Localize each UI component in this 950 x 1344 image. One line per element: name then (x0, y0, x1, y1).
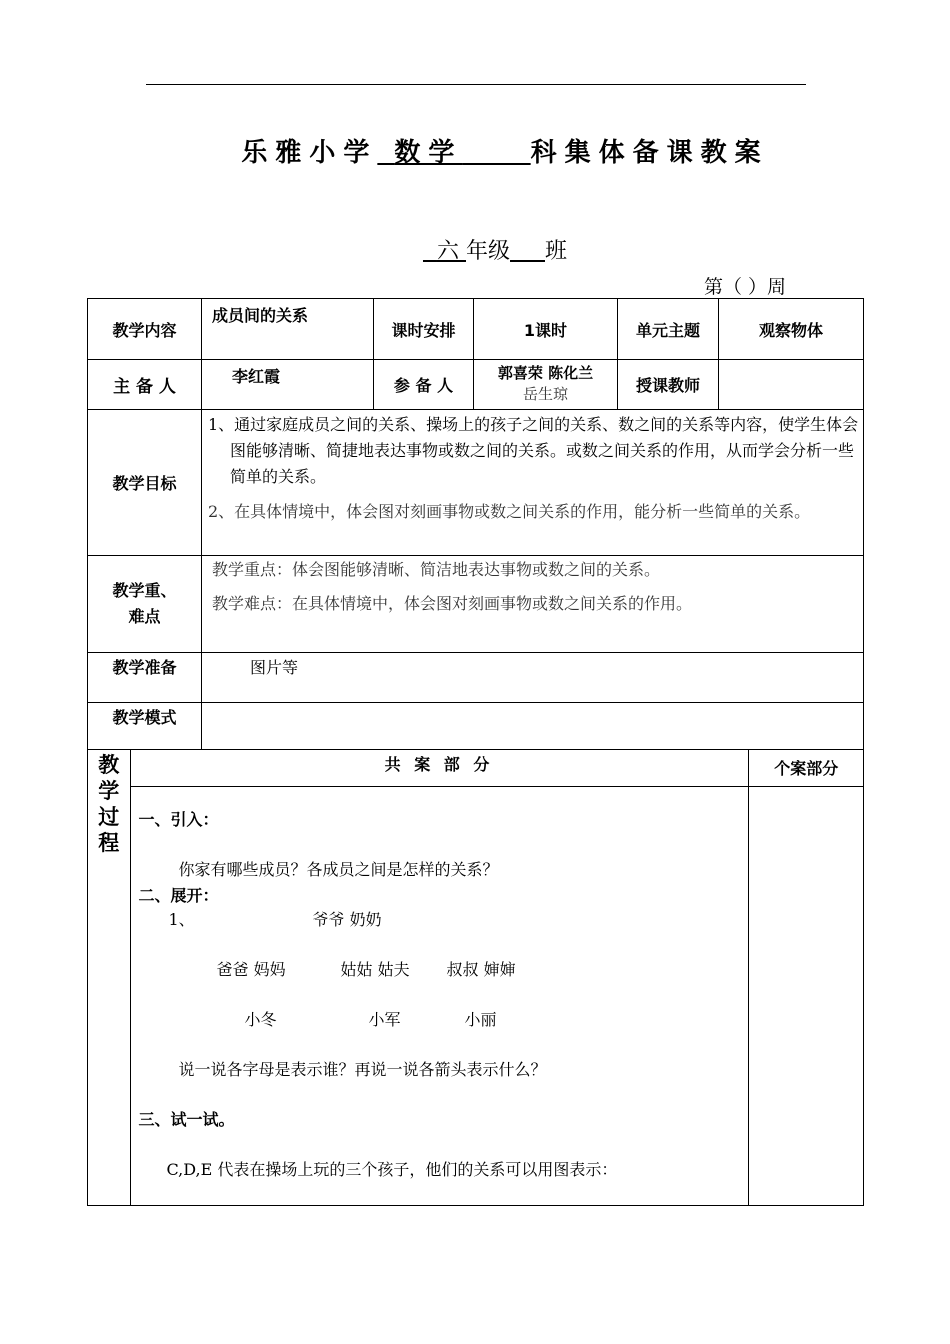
mode-label: 教学模式 (88, 703, 202, 750)
family-uncle-aunt: 叔叔 婶婶 (446, 959, 516, 979)
family-aunt-uncle: 姑姑 姑夫 (340, 959, 410, 979)
process-label-char: 程 (98, 831, 120, 855)
goals-label: 教学目标 (88, 410, 202, 556)
row-content (88, 299, 864, 360)
lesson-plan-table (87, 298, 864, 1206)
schedule-label: 课时安排 (374, 299, 474, 360)
class-field (510, 239, 545, 264)
process-label (88, 750, 130, 1205)
participants-line2: 岳生琼 (522, 385, 568, 403)
try-text: C,D,E 代表在操场上玩的三个孩子，他们的关系可以用图表示： (166, 1159, 618, 1179)
grade-class-line: 六 年级 班 (0, 234, 950, 265)
content-value: 成员间的关系 (202, 299, 374, 360)
grade-field: 六 (436, 239, 459, 264)
lead-label: 主 备 人 (88, 360, 202, 410)
unit-value: 观察物体 (719, 299, 864, 360)
mode-value (202, 703, 864, 750)
expand-title: 二、展开： (138, 885, 219, 905)
item-number: 1、 (168, 909, 195, 929)
row-keypoints (88, 556, 864, 653)
child-xiaodong: 小冬 (244, 1009, 277, 1029)
goals-content (202, 410, 864, 556)
subject-field: 数学 (394, 138, 463, 168)
row-people (88, 360, 864, 410)
difficulty-point: 教学难点：在具体情境中，体会图对刻画事物或数之间关系的作用。 (212, 594, 693, 613)
unit-label: 单元主题 (618, 299, 719, 360)
family-parents: 爸爸 妈妈 (216, 959, 286, 979)
individual-header: 个案部分 (748, 750, 864, 786)
lead-value: 李红霞 (202, 360, 374, 410)
header-rule (146, 84, 806, 85)
keypoints-content (202, 556, 864, 653)
content-label: 教学内容 (88, 299, 202, 360)
keypoints-label-line1: 教学重、 (112, 581, 177, 600)
intro-title: 一、引入： (138, 809, 219, 829)
process-cell (88, 750, 864, 1206)
row-goals (88, 410, 864, 556)
prep-value: 图片等 (202, 653, 864, 703)
child-xiaoli: 小丽 (464, 1009, 497, 1029)
row-process (88, 750, 864, 1206)
keypoints-label-line2: 难点 (128, 607, 161, 626)
intro-question: 你家有哪些成员？各成员之间是怎样的关系？ (178, 859, 499, 879)
week-label: 第（ ）周 (704, 276, 787, 298)
goal-item-1: 1、通过家庭成员之间的关系、操场上的孩子之间的关系、数之间的关系等内容，使学生体会图能够清晰、简捷地表达事物或数之间的关系。或数之间关系的作用，从而学会分析一些简单的关系。 (208, 415, 859, 486)
page-title: 乐雅小学 数学 科集体备课教案 (241, 138, 769, 168)
prep-label: 教学准备 (88, 653, 202, 703)
schedule-value: 1课时 (474, 299, 618, 360)
shared-content (130, 786, 748, 1205)
row-mode (88, 703, 864, 750)
shared-header: 共 案 部 分 (130, 750, 748, 786)
teacher-label: 授课教师 (618, 360, 719, 410)
child-xiaojun: 小军 (368, 1009, 401, 1029)
participants-value (474, 360, 618, 410)
process-label-char: 过 (98, 805, 120, 829)
row-prep (88, 653, 864, 703)
process-label-char: 学 (98, 779, 120, 803)
participants-line1: 郭喜荣 陈化兰 (497, 364, 594, 382)
process-label-char: 教 (98, 753, 120, 777)
family-grandparents: 爷爷 奶奶 (312, 909, 382, 929)
participants-label: 参 备 人 (374, 360, 474, 410)
teacher-value (719, 360, 864, 410)
key-point: 教学重点：体会图能够清晰、简洁地表达事物或数之间的关系。 (212, 560, 661, 579)
try-title: 三、试一试。 (138, 1109, 235, 1129)
keypoints-label (88, 556, 202, 653)
individual-content (748, 786, 864, 1205)
goal-item-2: 2、在具体情境中，体会图对刻画事物或数之间关系的作用，能分析一些简单的关系。 (208, 502, 811, 521)
discussion-prompt: 说一说各字母是表示谁？再说一说各箭头表示什么？ (178, 1059, 547, 1079)
process-table (88, 750, 864, 1205)
